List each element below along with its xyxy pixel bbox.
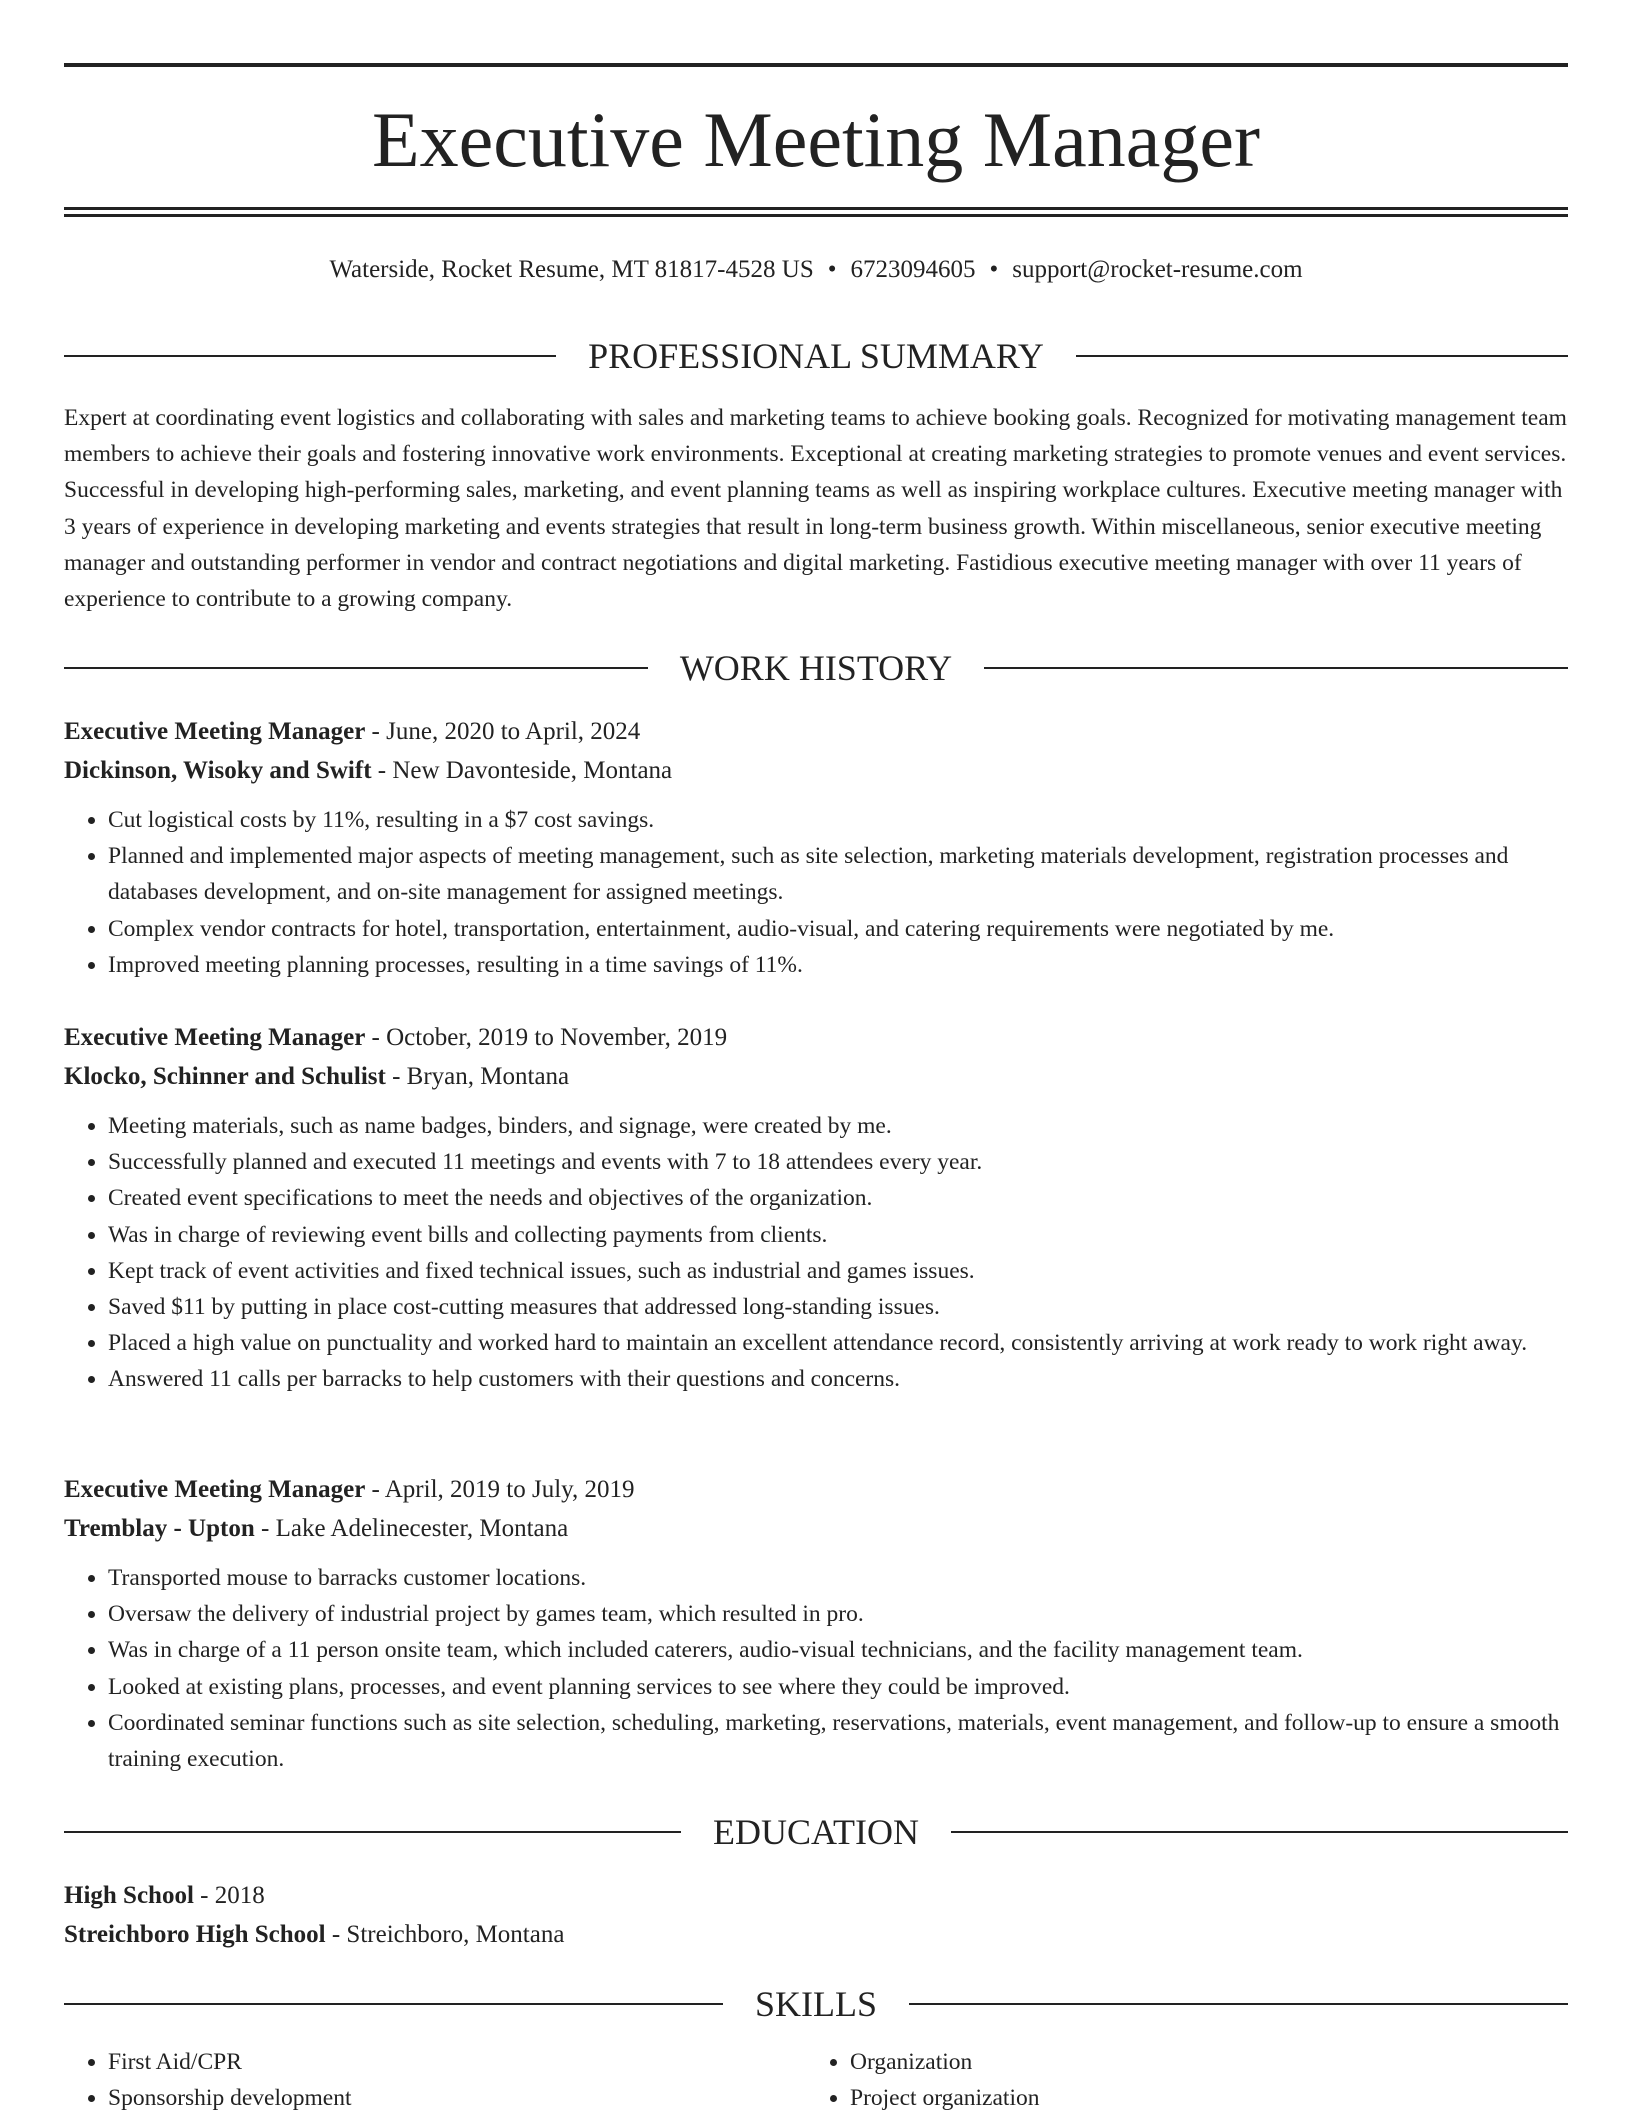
section-header-summary xyxy=(64,331,1568,381)
contact-separator: • xyxy=(989,256,999,283)
job-bullet: • Was in charge of reviewing event bills and collecting payments from clients. xyxy=(108,1217,1568,1253)
job-bullet: • Improved meeting planning processes, resulting in a time savings of 11%. xyxy=(108,947,1568,983)
skill-item: • Sponsorship development xyxy=(108,2080,806,2116)
section-title-skills: SKILLS xyxy=(755,1984,878,2024)
job-dates: - June, 2020 to April, 2024 xyxy=(365,718,641,745)
skills-column-left xyxy=(64,2044,806,2116)
skills-list xyxy=(64,2044,1568,2116)
job-location: - Bryan, Montana xyxy=(385,1063,570,1090)
job-title: Executive Meeting Manager xyxy=(64,1476,366,1503)
job-bullet: • Saved $11 by putting in place cost-cutting measures that addressed long-standing issues. xyxy=(108,1289,1568,1325)
job-title: Executive Meeting Manager xyxy=(64,718,366,745)
contact-separator: • xyxy=(827,256,837,283)
job-company: Klocko, Schinner and Schulist xyxy=(64,1063,386,1090)
job-title: Executive Meeting Manager xyxy=(64,1024,366,1051)
job-company: Tremblay - Upton xyxy=(64,1515,255,1542)
divider xyxy=(909,2003,1568,2005)
contact-address: Waterside, Rocket Resume, MT 81817-4528 US xyxy=(329,256,814,283)
divider xyxy=(64,1831,681,1833)
divider xyxy=(64,667,648,669)
header-top-rule xyxy=(64,63,1568,67)
job-bullet: • Cut logistical costs by 11%, resulting in a $7 cost savings. xyxy=(108,802,1568,838)
job-bullet: • Meeting materials, such as name badges, binders, and signage, were created by me. xyxy=(108,1108,1568,1144)
contact-phone: 6723094605 xyxy=(850,256,976,283)
job-dates: - October, 2019 to November, 2019 xyxy=(365,1024,728,1051)
education-school: Streichboro High School xyxy=(64,1921,326,1948)
job-entry xyxy=(64,712,1568,983)
section-title-education: EDUCATION xyxy=(713,1812,919,1852)
job-dates: - April, 2019 to July, 2019 xyxy=(365,1476,635,1503)
section-header-education xyxy=(64,1807,1568,1857)
job-bullet: • Oversaw the delivery of industrial project by games team, which resulted in pro. xyxy=(108,1596,1568,1632)
job-bullet: • Planned and implemented major aspects of meeting management, such as site selection, marketing materials development, registration processes and databases development, and on-site management for assigned meetings. xyxy=(108,838,1568,910)
page-title: Executive Meeting Manager xyxy=(372,96,1260,183)
divider xyxy=(1076,355,1568,357)
section-header-work xyxy=(64,643,1568,693)
job-bullet: • Placed a high value on punctuality and worked hard to maintain an excellent attendance record, consistently arriving at work ready to work right away. xyxy=(108,1325,1568,1361)
skill-item: • Project organization xyxy=(850,2080,1548,2116)
job-bullet: • Looked at existing plans, processes, and event planning services to see where they could be improved. xyxy=(108,1669,1568,1705)
job-bullets xyxy=(64,1108,1568,1398)
job-bullet: • Kept track of event activities and fixed technical issues, such as industrial and games issues. xyxy=(108,1253,1568,1289)
section-title-summary: PROFESSIONAL SUMMARY xyxy=(588,336,1044,376)
contact-email: support@rocket-resume.com xyxy=(1012,256,1303,283)
education-location: - Streichboro, Montana xyxy=(325,1921,565,1948)
divider xyxy=(64,355,556,357)
skill-item: • Organization xyxy=(850,2044,1548,2080)
job-company: Dickinson, Wisoky and Swift xyxy=(64,757,372,784)
section-title-work: WORK HISTORY xyxy=(679,648,953,688)
skills-column-right xyxy=(806,2044,1548,2116)
job-location: - New Davonteside, Montana xyxy=(371,757,673,784)
summary-text: Expert at coordinating event logistics and collaborating with sales and marketing teams to achieve booking goals. Recognized for motivating management team members to achieve their goals and fostering innovative work environments. Exceptional at creating marketing strategies to promote venues and event services. Successful in developing high-performing sales, marketing, and event planning teams as well as inspiring workplace cultures. Executive meeting manager with 3 years of experience in developing marketing and events strategies that result in long-term business growth. Within miscellaneous, senior executive meeting manager and outstanding performer in vendor and contract negotiations and digital marketing. Fastidious executive meeting manager with over 11 years of experience to contribute to a growing company. xyxy=(64,405,1567,613)
education-degree: High School xyxy=(64,1882,194,1909)
job-bullet: • Successfully planned and executed 11 meetings and events with 7 to 18 attendees every year. xyxy=(108,1144,1568,1180)
header-double-rule-top xyxy=(64,207,1568,210)
job-bullets xyxy=(64,1560,1568,1777)
skill-item: • First Aid/CPR xyxy=(108,2044,806,2080)
job-entry xyxy=(64,1018,1568,1398)
divider xyxy=(951,1831,1568,1833)
job-bullet: • Answered 11 calls per barracks to help customers with their questions and concerns. xyxy=(108,1361,1568,1397)
job-bullets xyxy=(64,802,1568,983)
education-entry xyxy=(64,1876,1568,1954)
job-bullet: • Created event specifications to meet the needs and objectives of the organization. xyxy=(108,1180,1568,1216)
divider xyxy=(64,2003,723,2005)
job-bullet: • Transported mouse to barracks customer locations. xyxy=(108,1560,1568,1596)
job-entry xyxy=(64,1470,1568,1777)
education-year: - 2018 xyxy=(193,1882,265,1909)
divider xyxy=(984,667,1568,669)
job-location: - Lake Adelinecester, Montana xyxy=(254,1515,569,1542)
section-header-skills xyxy=(64,1979,1568,2029)
contact-line xyxy=(0,252,1632,288)
header-double-rule-bottom xyxy=(64,214,1568,217)
job-bullet: • Coordinated seminar functions such as site selection, scheduling, marketing, reservations, materials, event management, and follow-up to ensure a smooth training execution. xyxy=(108,1705,1568,1777)
job-bullet: • Complex vendor contracts for hotel, transportation, entertainment, audio-visual, and catering requirements were negotiated by me. xyxy=(108,911,1568,947)
job-bullet: • Was in charge of a 11 person onsite team, which included caterers, audio-visual technicians, and the facility management team. xyxy=(108,1632,1568,1668)
